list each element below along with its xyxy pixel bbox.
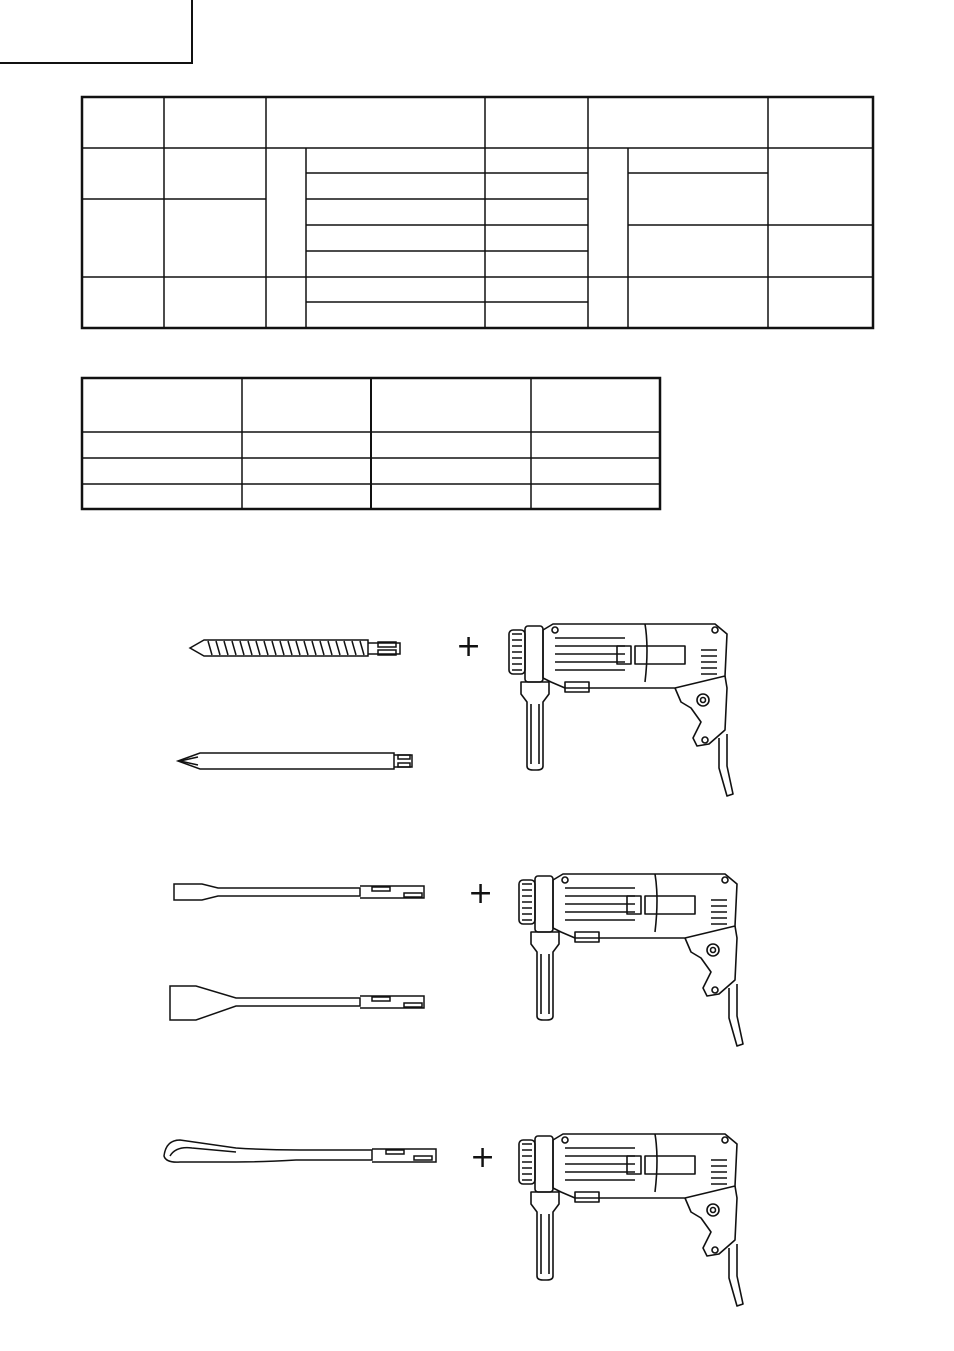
- rotary-hammer-icon: [515, 1128, 755, 1318]
- rotary-hammer-icon: [505, 618, 745, 808]
- plus-icon: +: [456, 629, 482, 664]
- plus-icon: +: [470, 1140, 496, 1175]
- plus-icon: +: [468, 876, 494, 911]
- rotary-hammer-icon: [515, 868, 755, 1058]
